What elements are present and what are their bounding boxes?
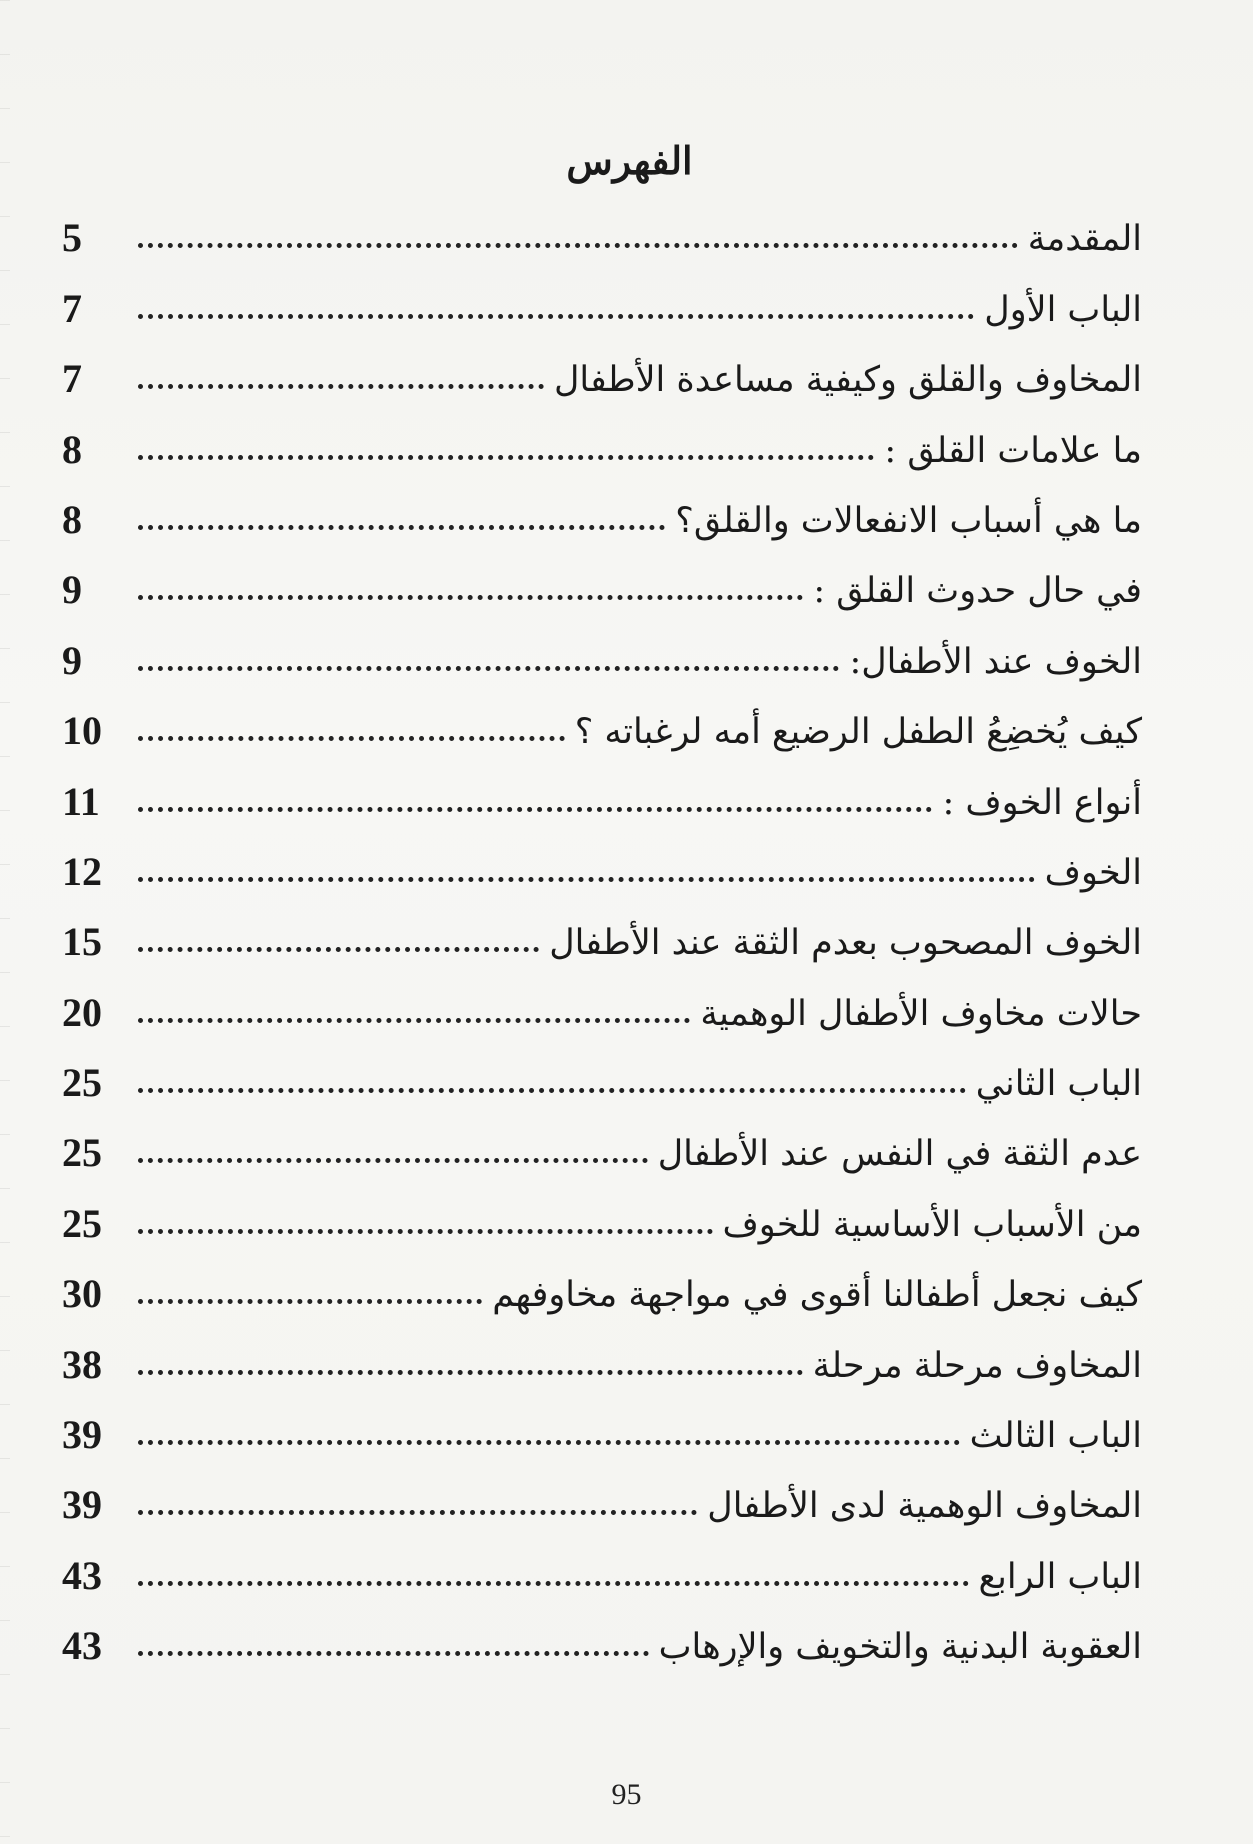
toc-entry xyxy=(62,260,1142,330)
dot-leader xyxy=(138,243,1018,248)
toc-entry xyxy=(62,1387,1142,1457)
toc-entry-page: 20 xyxy=(62,989,102,1035)
dot-leader xyxy=(138,947,539,952)
toc-entry-title: في حال حدوث القلق : xyxy=(813,571,1142,612)
toc-entry-title: المخاوف مرحلة مرحلة xyxy=(812,1345,1142,1386)
toc-entry xyxy=(62,964,1142,1034)
toc-entry xyxy=(62,683,1142,753)
toc-entry-title: الباب الثالث xyxy=(969,1416,1142,1457)
toc-entry xyxy=(62,824,1142,894)
toc-entry xyxy=(62,612,1142,682)
toc-entry-page: 38 xyxy=(62,1341,102,1387)
toc-entry-page: 8 xyxy=(62,496,82,542)
toc-entry-title: المقدمة xyxy=(1027,219,1142,260)
toc-entry-page: 25 xyxy=(62,1060,102,1106)
dot-leader xyxy=(138,1158,648,1163)
toc-entry-title: المخاوف والقلق وكيفية مساعدة الأطفال xyxy=(553,360,1142,401)
dot-leader xyxy=(138,1299,482,1304)
dot-leader xyxy=(138,525,665,530)
dot-leader xyxy=(138,877,1035,882)
toc-entry xyxy=(62,1316,1142,1386)
page-title: الفهرس xyxy=(566,138,693,183)
toc-entry-page: 12 xyxy=(62,848,102,894)
dot-leader xyxy=(138,1651,649,1656)
dot-leader xyxy=(138,384,544,389)
toc-entry-page: 30 xyxy=(62,1271,102,1317)
dot-leader xyxy=(138,736,565,741)
table-of-contents xyxy=(62,190,1142,1668)
dot-leader xyxy=(138,595,803,600)
toc-entry-title: عدم الثقة في النفس عند الأطفال xyxy=(657,1134,1142,1175)
toc-entry-page: 25 xyxy=(62,1200,102,1246)
dot-leader xyxy=(138,1510,697,1515)
toc-entry xyxy=(62,1457,1142,1527)
toc-entry-page: 9 xyxy=(62,567,82,613)
toc-entry xyxy=(62,1246,1142,1316)
toc-entry xyxy=(62,894,1142,964)
toc-entry-page: 11 xyxy=(62,778,100,824)
toc-entry-title: حالات مخاوف الأطفال الوهمية xyxy=(700,993,1142,1034)
toc-entry-title: الخوف xyxy=(1044,852,1142,893)
toc-entry-title: من الأسباب الأساسية للخوف xyxy=(722,1204,1142,1245)
page-edge xyxy=(0,0,10,1844)
dot-leader xyxy=(138,1440,960,1445)
dot-leader xyxy=(138,1088,966,1093)
toc-entry-page: 7 xyxy=(62,285,82,331)
toc-entry-title: كيف نجعل أطفالنا أقوى في مواجهة مخاوفهم xyxy=(492,1275,1142,1316)
toc-entry-page: 25 xyxy=(62,1130,102,1176)
toc-entry xyxy=(62,542,1142,612)
toc-entry xyxy=(62,190,1142,260)
dot-leader xyxy=(138,807,932,812)
toc-entry xyxy=(62,1598,1142,1668)
toc-entry-page: 15 xyxy=(62,919,102,965)
toc-entry xyxy=(62,753,1142,823)
dot-leader xyxy=(138,314,974,319)
toc-entry-page: 39 xyxy=(62,1482,102,1528)
dot-leader xyxy=(138,1018,690,1023)
toc-entry-page: 9 xyxy=(62,637,82,683)
toc-entry-title: أنواع الخوف : xyxy=(942,782,1142,823)
toc-entry-page: 5 xyxy=(62,215,82,261)
toc-entry-page: 8 xyxy=(62,426,82,472)
toc-entry-title: العقوبة البدنية والتخويف والإرهاب xyxy=(658,1627,1142,1668)
toc-entry xyxy=(62,1105,1142,1175)
toc-entry-title: الباب الرابع xyxy=(978,1556,1142,1597)
toc-entry-title: الباب الأول xyxy=(984,289,1142,330)
toc-entry-page: 43 xyxy=(62,1623,102,1669)
toc-entry-title: المخاوف الوهمية لدى الأطفال xyxy=(707,1486,1142,1527)
toc-entry-title: كيف يُخضِعُ الطفل الرضيع أمه لرغباته ؟ xyxy=(574,712,1142,753)
dot-leader xyxy=(138,455,874,460)
toc-entry xyxy=(62,331,1142,401)
toc-entry-page: 10 xyxy=(62,708,102,754)
toc-entry xyxy=(62,1035,1142,1105)
toc-entry xyxy=(62,472,1142,542)
toc-entry-title: ما هي أسباب الانفعالات والقلق؟ xyxy=(675,500,1142,541)
toc-entry xyxy=(62,401,1142,471)
toc-entry xyxy=(62,1175,1142,1245)
toc-entry-title: الباب الثاني xyxy=(975,1064,1142,1105)
toc-entry-page: 43 xyxy=(62,1552,102,1598)
dot-leader xyxy=(138,1581,969,1586)
dot-leader xyxy=(138,666,839,671)
toc-entry-title: الخوف المصحوب بعدم الثقة عند الأطفال xyxy=(549,923,1142,964)
toc-entry-title: الخوف عند الأطفال: xyxy=(849,641,1142,682)
toc-entry-title: ما علامات القلق : xyxy=(884,430,1142,471)
dot-leader xyxy=(138,1229,713,1234)
dot-leader xyxy=(138,1370,803,1375)
toc-entry-page: 39 xyxy=(62,1412,102,1458)
toc-entry-page: 7 xyxy=(62,356,82,402)
toc-entry xyxy=(62,1527,1142,1597)
page-number: 95 xyxy=(611,1778,642,1811)
